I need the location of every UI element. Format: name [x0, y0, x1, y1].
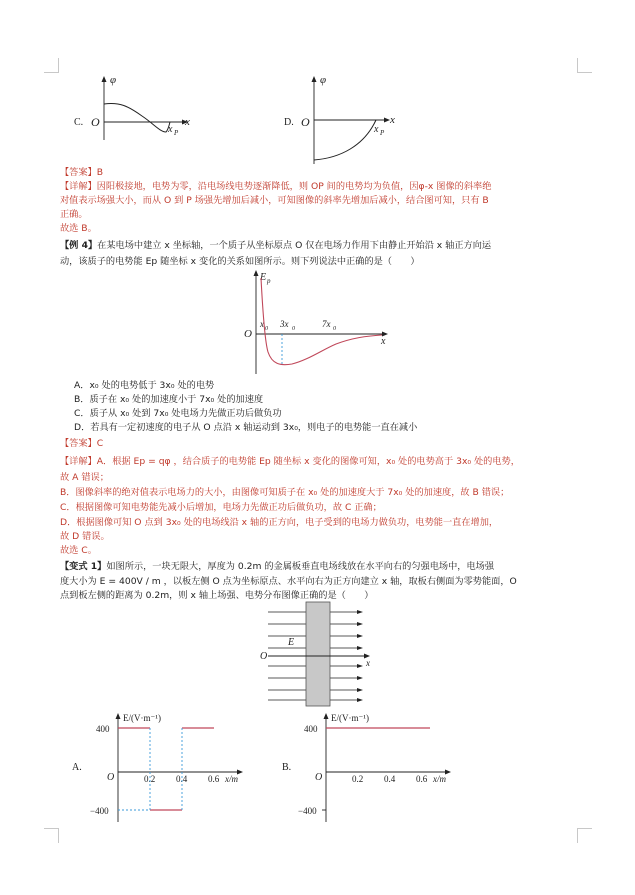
x-axis-label: x — [381, 336, 386, 347]
x-axis-label: x/m — [225, 774, 238, 784]
y-axis-label: E/(V·m⁻¹) — [123, 713, 161, 723]
option-d-label: D. — [284, 117, 294, 128]
metal-plate-figure — [258, 600, 378, 710]
y-tick-minus-400: −400 — [298, 806, 317, 816]
explanation-line: 【详解】A．根据 Ep = qφ ，结合质子的电势能 Ep 随坐标 x 变化的图像可知，x₀ 处的电势高于 3x₀ 处的电势， — [60, 456, 520, 467]
variant-1-stem-line-3: 点到板左侧的距离为 0.2m，则 x 轴上场强、电势分布图像正确的是（ ） — [60, 590, 374, 601]
conclusion-line: 故选 B。 — [60, 223, 97, 234]
explanation-line: 【详解】因阳极接地，电势为零，沿电场线电势逐渐降低，则 OP 间的电势均为负值，因φ-x 图像的斜率绝 — [60, 181, 492, 192]
tick-x0: x — [260, 319, 264, 329]
origin-label: O — [107, 772, 115, 783]
field-e-label: E — [288, 637, 295, 648]
option-d: D．若具有一定初速度的电子从 O 点沿 x 轴运动到 3x₀，则电子的电势能一直在减小 — [74, 422, 418, 433]
figure-option-c — [70, 74, 200, 144]
phi-label: φ — [110, 74, 117, 86]
example-tag: 【例 4】 — [60, 240, 98, 251]
curve-c — [104, 104, 170, 133]
y-tick-400: 400 — [96, 724, 110, 734]
origin-label: O — [91, 115, 100, 129]
explanation-line: B．图像斜率的绝对值表示电场力的大小，由图像可知质子在 x₀ 处的加速度大于 7x₀ 处的加速度，故 B 错误； — [60, 487, 510, 498]
y-axis-arrow-icon — [324, 713, 329, 719]
y-axis-arrow-icon — [312, 76, 317, 82]
xp-subscript: P — [380, 129, 385, 137]
variant-tag: 【变式 1】 — [60, 561, 107, 572]
x-tick: 0.6 — [208, 774, 220, 784]
option-c-label: C. — [74, 117, 84, 128]
curve-d — [314, 120, 376, 160]
answer-line: 【答案】C — [60, 438, 104, 449]
y-axis-arrow-icon — [102, 76, 107, 82]
y-tick-400: 400 — [304, 724, 318, 734]
y-axis-label: E/(V·m⁻¹) — [331, 713, 369, 723]
xp-label: x — [168, 124, 173, 135]
conclusion-line: 故选 C。 — [60, 545, 97, 556]
example-stem-text: 在某电场中建立 x 坐标轴，一个质子从坐标原点 O 仅在电场力作用下由静止开始沿 x 轴正方向运 — [97, 240, 492, 251]
origin-label: O — [315, 772, 323, 783]
xp-subscript: P — [174, 129, 179, 137]
ep-x-graph — [236, 268, 396, 378]
tick-7x0-subscript: 0 — [333, 326, 336, 332]
phi-label: φ — [320, 74, 327, 86]
x-axis-label: x/m — [433, 774, 446, 784]
tick-7x0: 7x — [322, 319, 331, 329]
figure-option-d — [280, 74, 410, 169]
y-tick-minus-400: −400 — [90, 806, 109, 816]
explanation-line: 正确。 — [60, 209, 88, 220]
crop-mark-bottom-left — [44, 828, 59, 843]
x-axis-label: x — [366, 658, 370, 668]
x-axis-label: x — [185, 116, 190, 128]
option-c: C．质子从 x₀ 处到 7x₀ 处电场力先做正功后做负功 — [74, 408, 282, 419]
xp-label: x — [374, 124, 379, 135]
explanation-line: 对值表示场强大小，而从 O 到 P 场强先增加后减小，可知图像的斜率先增加后减小，结合图可知，只有 B — [60, 195, 489, 206]
tick-3x0-subscript: 0 — [292, 326, 295, 332]
x-tick: 0.2 — [352, 774, 364, 784]
crop-mark-bottom-right — [577, 828, 592, 843]
metal-plate — [306, 602, 330, 706]
answer-line: 【答案】B — [60, 167, 104, 178]
option-b: B．质子在 x₀ 处的加速度小于 7x₀ 处的加速度 — [74, 394, 264, 405]
x-tick: 0.6 — [416, 774, 428, 784]
x-tick: 0.4 — [176, 774, 188, 784]
x-tick: 0.2 — [144, 774, 156, 784]
y-axis-arrow-icon — [116, 713, 121, 719]
ep-subscript: p — [267, 277, 271, 285]
option-b-label: B. — [282, 762, 292, 773]
origin-label: O — [260, 651, 268, 662]
graph-option-b — [278, 710, 458, 825]
option-a-label: A. — [72, 762, 82, 773]
example-4-stem — [60, 239, 491, 253]
tick-3x0: 3x — [280, 319, 289, 329]
explanation-line: C．根据图像可知电势能先减小后增加，电场力先做正功后做负功，故 C 正确； — [60, 502, 382, 513]
option-a: A．x₀ 处的电势低于 3x₀ 处的电势 — [74, 380, 215, 391]
ep-label: E — [260, 272, 267, 283]
x-axis-label: x — [390, 114, 395, 126]
explanation-line: 故 A 错误； — [60, 472, 109, 483]
variant-1-stem-line-2: 度大小为 E = 400V / m ，以板左侧 O 点为坐标原点、水平向右为正方向建立 x 轴，取板右侧面为零势能面，O — [60, 576, 517, 587]
origin-label: O — [244, 328, 252, 340]
variant-1-stem — [60, 560, 494, 574]
variant-stem-text: 如图所示，一块无限大，厚度为 0.2m 的金属板垂直电场线放在水平向右的匀强电场中，电场强 — [106, 561, 495, 572]
tick-x0-subscript: 0 — [265, 326, 268, 332]
crop-mark-top-right — [577, 58, 592, 73]
x-tick: 0.4 — [384, 774, 396, 784]
graph-option-a — [68, 710, 258, 825]
origin-label: O — [301, 115, 310, 129]
y-axis-arrow-icon — [254, 270, 259, 276]
example-4-stem-line-2: 动，该质子的电势能 Ep 随坐标 x 变化的关系如图所示。则下列说法中正确的是（ ） — [60, 256, 420, 267]
explanation-line: 故 D 错误。 — [60, 531, 110, 542]
explanation-line: D．根据图像可知 O 点到 3x₀ 处的电场线沿 x 轴的正方向，电子受到的电场力做负功，电势能一直在增加， — [60, 517, 499, 528]
crop-mark-top-left — [44, 58, 59, 73]
